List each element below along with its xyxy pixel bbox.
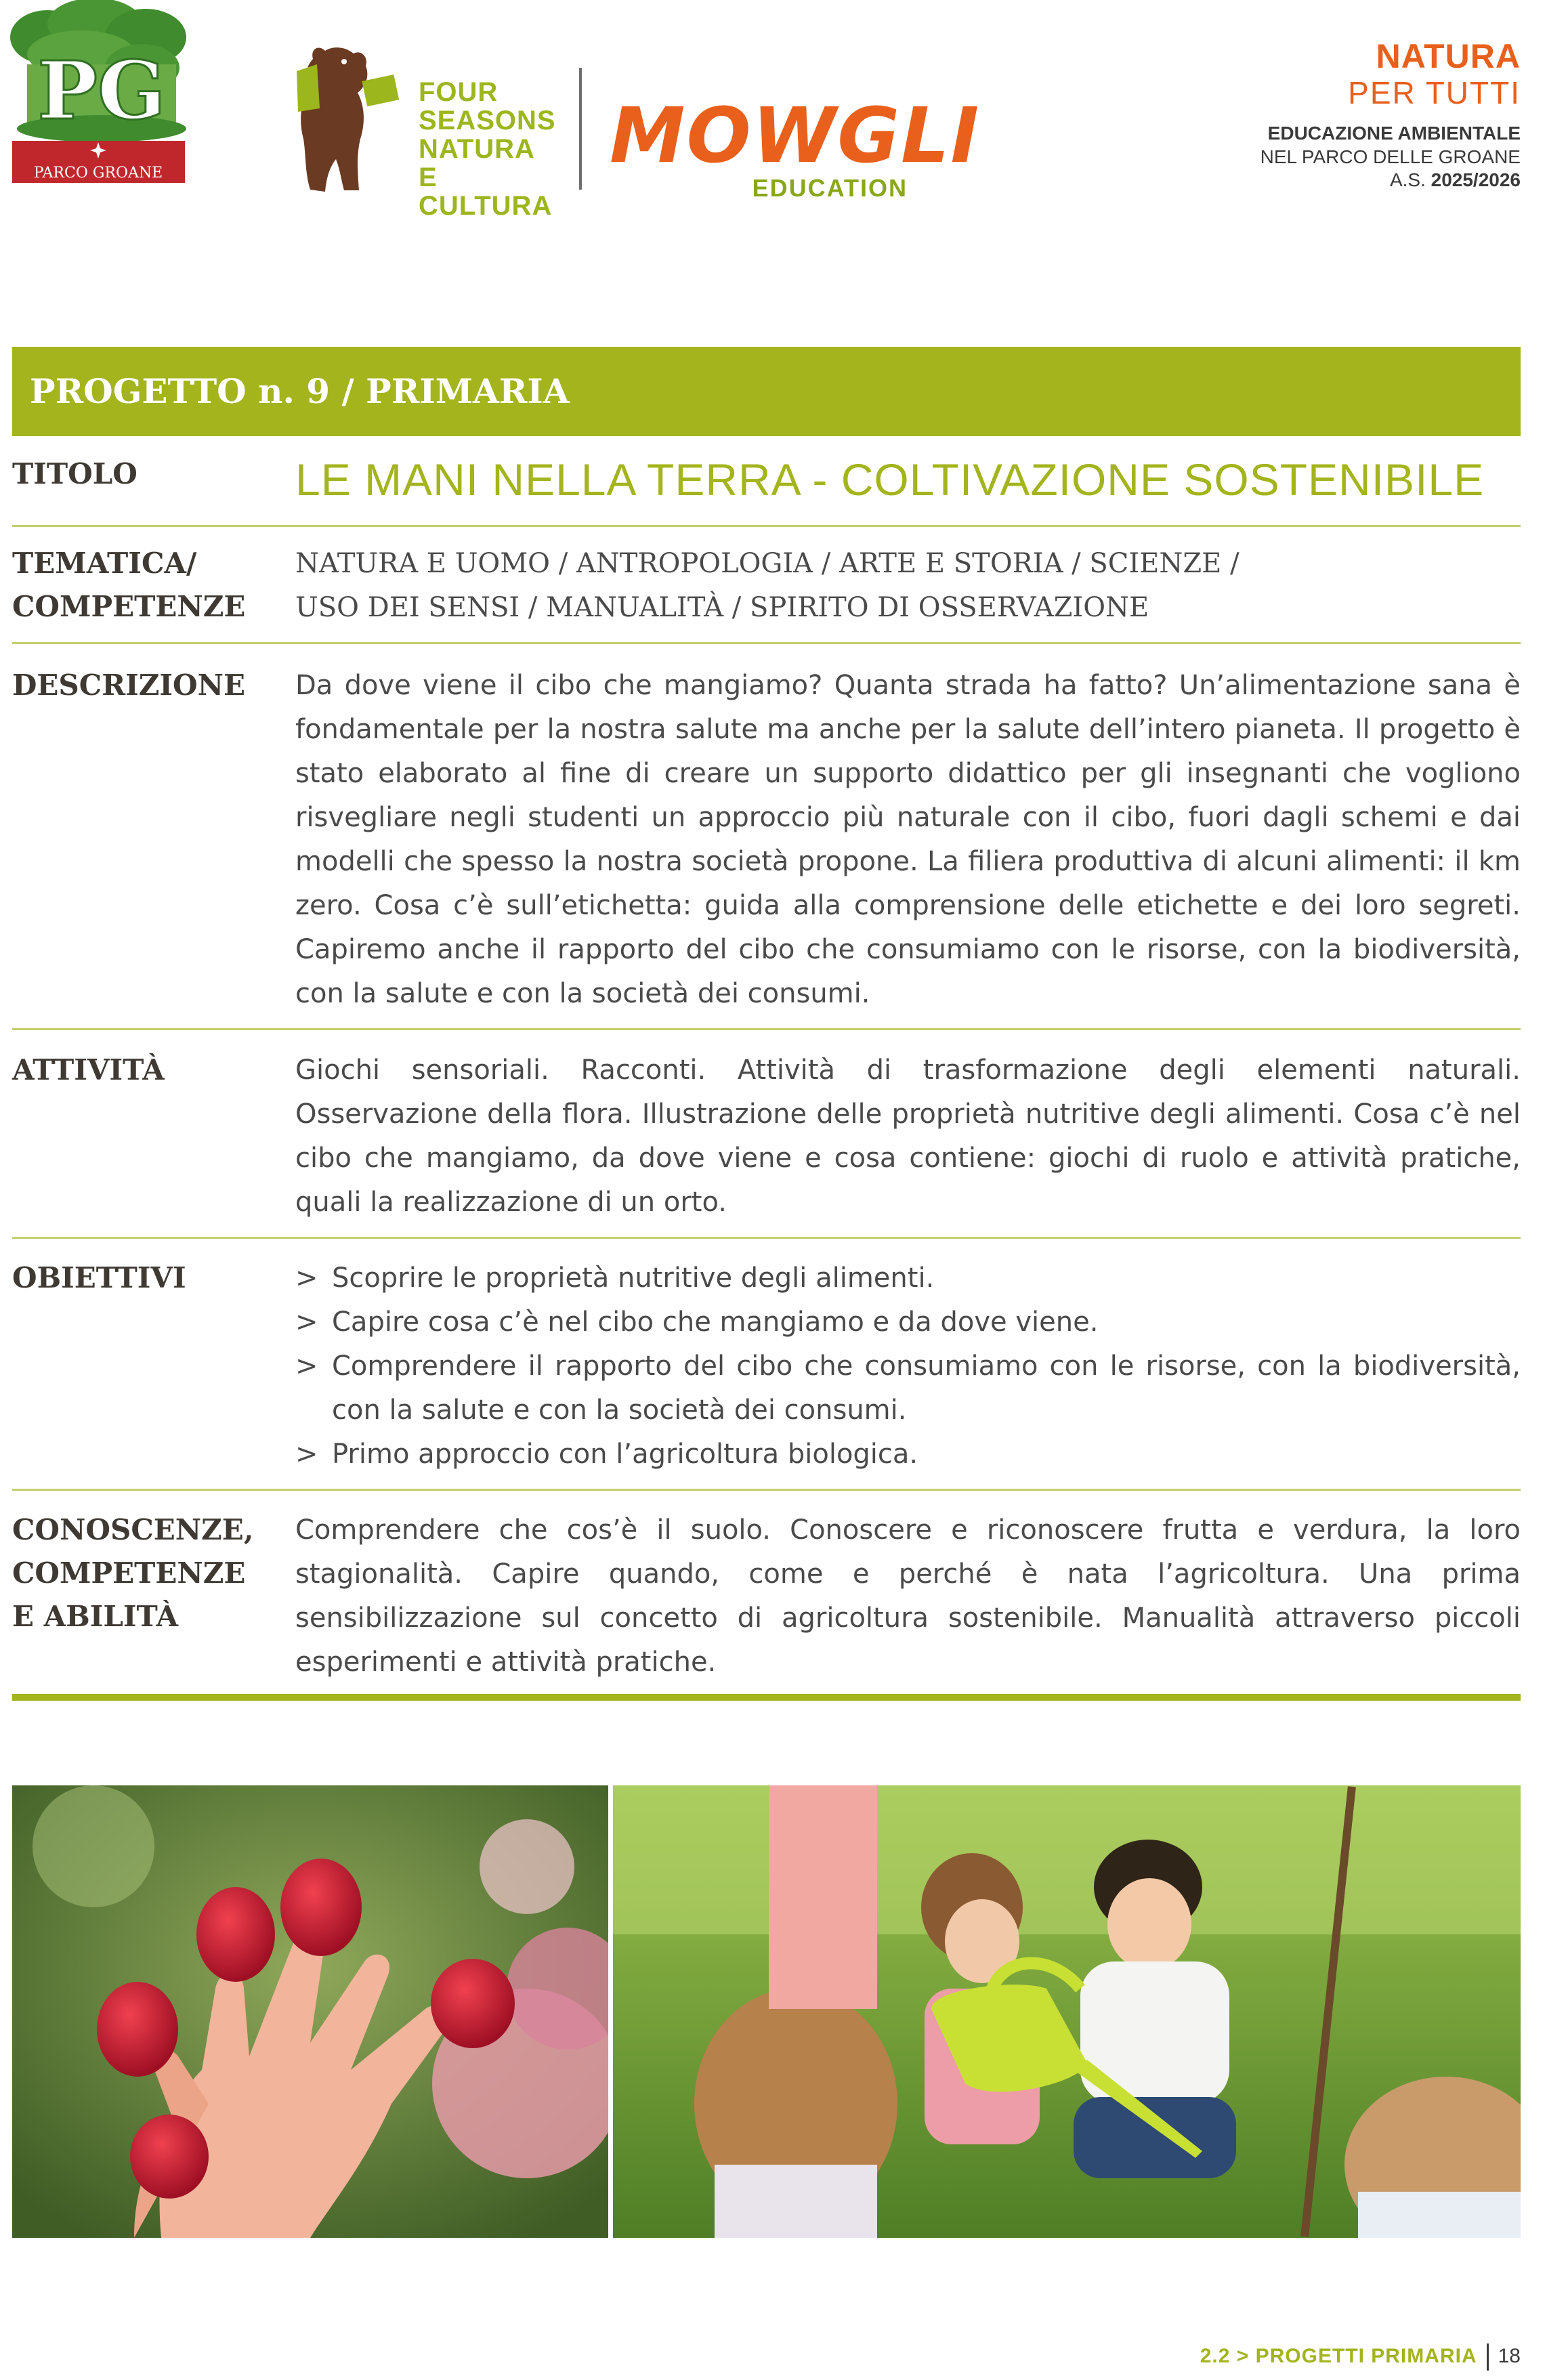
fs-line-4: CULTURA xyxy=(419,191,553,221)
bullet-marker: > xyxy=(295,1307,318,1338)
logo-divider xyxy=(579,68,582,190)
objective-text: Primo approccio con l’agricoltura biologica. xyxy=(332,1439,918,1470)
section-end-rule xyxy=(12,1694,1521,1701)
conoscenze-value: Comprendere che cos’è il suolo. Conoscere e riconoscere frutta e verdura, la loro stagionalità. Capire quando, come e perché è nata l’agricoltura. Una prima sensibilizzazione sul concetto di agricoltura sostenibile. Manualità attraverso piccoli esperimenti e attività pratiche. xyxy=(295,1514,1521,1678)
series-line-2: PER TUTTI xyxy=(1348,75,1521,110)
tematica-value-line-2: USO DEI SENSI / MANUALITÀ / SPIRITO DI OSSERVAZIONE xyxy=(295,592,1149,623)
row-label-tematica-line-1: TEMATICA/ xyxy=(12,547,197,580)
list-item xyxy=(295,1433,1521,1477)
row-label-conoscenze-line-1: CONOSCENZE, xyxy=(12,1513,254,1546)
row-divider xyxy=(12,1489,1521,1491)
series-line-3: EDUCAZIONE AMBIENTALE xyxy=(1267,123,1521,144)
tematica-value xyxy=(295,542,1521,630)
obiettivi-list xyxy=(295,1256,1521,1477)
fs-line-2: SEASONS xyxy=(419,106,556,135)
series-line-4: NEL PARCO DELLE GROANE xyxy=(1260,146,1521,167)
parco-groane-logo xyxy=(7,0,190,190)
page-footer xyxy=(1200,2343,1521,2371)
fs-line-1: FOUR xyxy=(419,77,499,107)
row-label-conoscenze-line-3: E ABILITÀ xyxy=(12,1600,179,1633)
footer-section: 2.2 > PROGETTI PRIMARIA xyxy=(1200,2344,1477,2367)
row-label-conoscenze-line-2: COMPETENZE xyxy=(12,1556,246,1590)
mowgli-word: MOWGLI xyxy=(610,92,981,180)
descrizione-value: Da dove viene il cibo che mangiamo? Quanta strada ha fatto? Un’alimentazione sana è fondamentale per la nostra salute ma anche per la salute dell’intero pianeta. Il progetto è stato elaborato al fine di creare un supporto didattico per gli insegnanti che vogliono risvegliare negli studenti un approccio più naturale con il cibo, fuori dagli schemi e dai modelli che spesso la nostra società propone. La filiera produttiva di alcuni alimenti: il km zero. Cosa c’è sull’etichetta: guida alla comprensione delle etichette e dei loro segreti. Capiremo anche il rapporto del cibo che consumiamo con le risorse, con la biodiversità, con la salute e con la società dei consumi. xyxy=(295,670,1521,1009)
four-seasons-text xyxy=(419,78,556,220)
row-label-obiettivi: OBIETTIVI xyxy=(12,1261,186,1294)
attivita-value: Giochi sensoriali. Racconti. Attività di trasformazione degli elementi naturali. Osservazione della flora. Illustrazione delle proprietà nutritive degli alimenti. Cosa c’è nel cibo che mangiamo, da dove viene e cosa contiene: giochi di ruolo e attività pratiche, quali la realizzazione di un orto. xyxy=(295,1055,1521,1218)
row-label-descrizione: DESCRIZIONE xyxy=(12,669,246,702)
series-heading xyxy=(1260,37,1521,192)
project-title: LE MANI NELLA TERRA - COLTIVAZIONE SOSTENIBILE xyxy=(295,454,1485,505)
footer-separator xyxy=(1487,2343,1489,2371)
list-item xyxy=(295,1256,1521,1300)
school-year-value: 2025/2026 xyxy=(1431,169,1521,190)
series-line-1: NATURA xyxy=(1376,37,1521,75)
row-divider xyxy=(12,1237,1521,1239)
mowgli-sub: EDUCATION xyxy=(752,174,908,202)
objective-text: Scoprire le proprietà nutritive degli alimenti. xyxy=(332,1263,935,1294)
bullet-marker: > xyxy=(295,1351,318,1382)
row-divider xyxy=(12,525,1521,527)
list-item xyxy=(295,1300,1521,1344)
school-year-prefix: A.S. xyxy=(1389,169,1426,190)
row-label-tematica xyxy=(12,542,245,629)
row-label-conoscenze xyxy=(12,1508,253,1638)
list-item xyxy=(295,1344,1521,1433)
objective-text: Comprendere il rapporto del cibo che consumiamo con le risorse, con la biodiversità, con la salute e con la società dei consumi. xyxy=(332,1351,1521,1426)
children-watering-photo xyxy=(613,1785,1521,2238)
school-year xyxy=(1260,169,1521,192)
bullet-marker: > xyxy=(295,1439,318,1470)
pg-caption: PARCO GROANE xyxy=(33,165,163,182)
row-label-tematica-line-2: COMPETENZE xyxy=(12,590,246,623)
project-banner-text: PROGETTO n. 9 / PRIMARIA xyxy=(30,371,570,411)
objective-text: Capire cosa c’è nel cibo che mangiamo e da dove viene. xyxy=(332,1307,1099,1338)
tematica-value-line-1: NATURA E UOMO / ANTROPOLOGIA / ARTE E STORIA / SCIENZE / xyxy=(295,548,1239,579)
mowgli-logo xyxy=(610,92,981,202)
page-number: 18 xyxy=(1498,2344,1521,2367)
four-seasons-logo xyxy=(278,30,556,221)
fs-line-3: NATURA E xyxy=(419,134,534,192)
pg-letters: PG xyxy=(37,43,166,137)
bullet-marker: > xyxy=(295,1263,318,1294)
row-divider xyxy=(12,642,1521,644)
project-banner xyxy=(12,347,1521,436)
raspberry-fingers-photo xyxy=(12,1785,608,2238)
row-label-attivita: ATTIVITÀ xyxy=(12,1053,165,1086)
row-divider xyxy=(12,1028,1521,1030)
row-label-titolo: TITOLO xyxy=(12,457,137,490)
